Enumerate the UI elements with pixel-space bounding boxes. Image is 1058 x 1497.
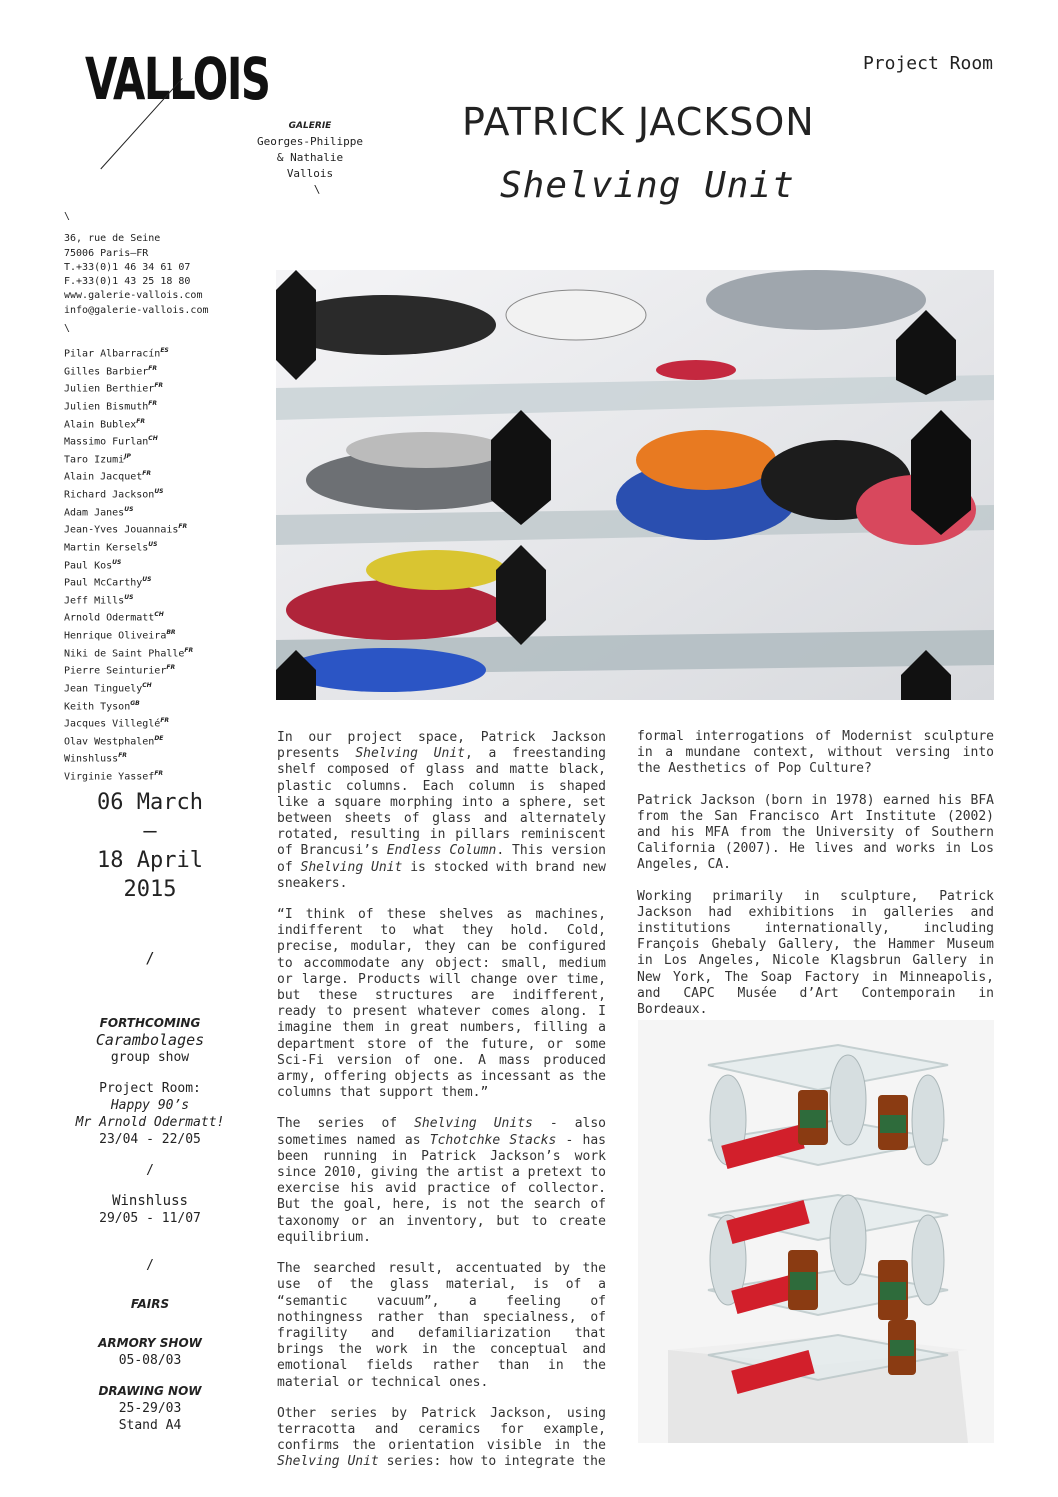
country-code: FR	[154, 382, 164, 390]
artist-name-text: Olav Westphalen	[64, 736, 155, 748]
tchotchke-stack-illustration	[638, 1020, 994, 1443]
artist-name-text: Gilles Barbier	[64, 365, 149, 377]
artist-list-item	[64, 520, 193, 538]
project-room-dates: 23/04 - 22/05	[99, 1132, 201, 1147]
country-code: FR	[148, 399, 158, 407]
country-code: FR	[166, 664, 176, 672]
address-line: 75006 Paris—FR	[64, 247, 149, 259]
country-code: FR	[154, 770, 164, 777]
artist-list-item	[64, 344, 193, 362]
country-code: US	[142, 576, 152, 584]
artist-name-text: Pilar Albarracín	[64, 348, 161, 360]
country-code: US	[112, 558, 122, 566]
artist-list-item	[64, 503, 193, 521]
artist-name-text: Adam Janes	[64, 506, 125, 518]
country-code: US	[148, 540, 158, 548]
artist-name-text: Paul Kos	[64, 559, 113, 571]
artist-list-item	[64, 432, 193, 450]
artist-name-text: Niki de Saint Phalle	[64, 647, 185, 659]
country-code: US	[154, 488, 164, 495]
tchotchke-stack-photo	[638, 1020, 994, 1443]
artist-list-item	[64, 591, 193, 609]
artist-name-text: Jean-Yves Jouannais	[64, 524, 179, 536]
artist-name-text: Taro Izumi	[64, 454, 125, 466]
divider-slash: /	[146, 1163, 154, 1178]
artist-list	[64, 344, 193, 785]
end-date: 18 April	[97, 848, 203, 873]
artist-name: PATRICK JACKSON	[462, 100, 815, 144]
article-column-1: In our project space, Patrick Jackson presents Shelving Unit, a freestanding shelf composed of glass and matte black, plastic columns. Each column is shaped like a square morphing into a sphere, set between sheets of glass and alternately rotated, resulting in pillars reminiscent of Brancusi’s Endless Column. This version of Shelving Unit is stocked with brand new sneakers. “I think of these shelves as machines, indifferent to what they hold. Cold, precise, modular, they can be configured to accommodate any object: small, medium or large. Products will change over time, but these structures are indifferent, ready to present whatever comes along. I imagine them in great numbers, filling a department store of the future, or some Sci-Fi version of one. A mass produced army, offering objects as incessant as the columns that support them.” The series of Shelving Units - also sometimes named as Tchotchke Stacks - has been running in Patrick Jackson’s work since 2010, giving the artist a pretext to exercise his avid practice of collector. But the goal, here, is not the search of taxonomy or an inventory, but to create equilibrium. The searched result, accentuated by the use of the glass material, is of a “semantic vacuum”, a feeling of nothingness rather than specialness, of fragility and defamiliarization that brings the work in the conceptual and emotional fields rather than in the material or technical ones. Other series by Patrick Jackson, using terracotta and ceramics for example, confirms the orientation visible in the Shelving Unit series: how to integrate the	[277, 730, 607, 1470]
forthcoming-block	[60, 1015, 240, 1434]
fax-line: F.+33(0)1 43 25 18 80	[64, 276, 191, 288]
divider-slash: /	[146, 1258, 154, 1273]
artist-list-item	[64, 415, 193, 433]
artist-list-item	[64, 397, 193, 415]
project-room-title: Mr Arnold Odermatt!	[75, 1115, 225, 1130]
artist-name-text: Massimo Furlan	[64, 436, 149, 448]
address-line: 36, rue de Seine	[64, 233, 161, 245]
exhibition-title: Shelving Unit	[500, 165, 795, 206]
galerie-name-line: & Nathalie	[276, 151, 344, 164]
artist-name-text: Martin Kersels	[64, 542, 149, 554]
start-date: 06 March	[97, 790, 203, 815]
country-code: FR	[142, 470, 151, 478]
galerie-label: GALERIE	[288, 121, 332, 131]
country-code: FR	[184, 646, 194, 654]
artist-list-item	[64, 661, 193, 679]
country-code: JP	[124, 452, 131, 460]
artist-name-text: Richard Jackson	[64, 489, 155, 501]
artist-name-text: Jean Tinguely	[64, 683, 143, 695]
country-code: CH	[148, 435, 158, 443]
country-code: BR	[166, 629, 176, 636]
artist-list-item	[64, 362, 193, 380]
fairs-heading: FAIRS	[130, 1297, 170, 1311]
website-link[interactable]: www.galerie-vallois.com	[64, 290, 203, 302]
exhibition-dates	[60, 788, 240, 973]
country-code: ES	[160, 347, 169, 354]
artist-list-item	[64, 644, 193, 662]
artist-name-text: Winshluss	[64, 753, 119, 765]
artist-list-item	[64, 538, 193, 556]
forthcoming-show-title: Carambolages	[95, 1031, 205, 1049]
country-code: US	[124, 505, 134, 513]
email-link[interactable]: info@galerie-vallois.com	[64, 304, 209, 316]
country-code: DE	[154, 734, 164, 742]
fair-name: ARMORY SHOW	[98, 1336, 202, 1350]
artist-list-item	[64, 749, 193, 767]
divider-slash: /	[145, 949, 155, 967]
year: 2015	[123, 877, 177, 902]
forthcoming-heading: FORTHCOMING	[99, 1016, 201, 1030]
artist-list-item	[64, 573, 193, 591]
artist-list-item	[64, 485, 193, 503]
artist-list-item	[64, 714, 193, 732]
section-label: Project Room	[862, 53, 993, 74]
project-room-label: Project Room:	[99, 1081, 201, 1096]
forthcoming-show-type: group show	[110, 1050, 190, 1065]
artist-list-item	[64, 450, 193, 468]
fair-dates: 05-08/03	[118, 1353, 182, 1368]
project-room-title: Happy 90’s	[110, 1098, 190, 1113]
country-code: FR	[160, 717, 170, 725]
artist-list-item	[64, 679, 193, 697]
gallery-logo: VALLOIS	[85, 45, 270, 113]
artist-name-text: Jacques Villeglé	[64, 718, 161, 730]
artist-list-item	[64, 732, 193, 750]
artist-name-text: Virginie Yassef	[64, 771, 155, 783]
artist-list-item	[64, 767, 193, 785]
date-dash: —	[143, 819, 157, 844]
country-code: FR	[136, 417, 145, 425]
shelving-unit-photo-illustration	[276, 270, 994, 700]
artists-mark: \	[64, 323, 71, 335]
contact-block	[64, 210, 209, 336]
artist-list-item	[64, 608, 193, 626]
country-code: CH	[142, 681, 152, 689]
artist-list-item	[64, 697, 193, 715]
artist-list-item	[64, 379, 193, 397]
artist-name-text: Alain Bublex	[64, 418, 137, 430]
contact-mark: \	[64, 211, 71, 222]
country-code: FR	[148, 364, 158, 372]
artist-name-text: Julien Bismuth	[64, 401, 149, 413]
artist-name-text: Pierre Seinturier	[64, 665, 167, 677]
country-code: FR	[178, 523, 188, 531]
next-show-dates: 29/05 - 11/07	[99, 1211, 201, 1226]
country-code: GB	[130, 699, 140, 707]
next-show-title: Winshluss	[112, 1193, 188, 1209]
country-code: US	[124, 593, 134, 601]
artist-name-text: Henrique Oliveira	[64, 630, 167, 642]
fair-stand: Stand A4	[118, 1418, 182, 1433]
shelving-unit-photo	[276, 270, 994, 700]
galerie-block	[240, 118, 380, 198]
artist-name-text: Alain Jacquet	[64, 471, 143, 483]
fair-dates: 25-29/03	[118, 1401, 182, 1416]
article-column-2: formal interrogations of Modernist sculpture in a mundane context, without versing into the Aesthetics of Pop Culture? Patrick Jackson (born in 1978) earned his BFA from the San Francisco Art Institute (2002) and his MFA from the University of Southern California (2007). He lives and works in Los Angeles, CA. Working primarily in sculpture, Patrick Jackson had exhibitions in galleries and institutions internationally, including François Ghebaly Gallery, the Hammer Museum in Los Angeles, Nicole Klagsbrun Gallery in New York, The Soap Factory in Minneapolis, and CAPC Musée d’Art Contemporain in Bordeaux.	[637, 729, 994, 1018]
artist-list-item	[64, 626, 193, 644]
galerie-name-line: Vallois	[286, 167, 334, 180]
galerie-name-line: Georges-Philippe	[257, 135, 363, 148]
artist-name-text: Keith Tyson	[64, 700, 131, 712]
galerie-mark: \	[313, 183, 321, 196]
artist-list-item	[64, 556, 193, 574]
phone-line: T.+33(0)1 46 34 61 07	[64, 261, 191, 273]
artist-name-text: Paul McCarthy	[64, 577, 143, 589]
country-code: FR	[118, 752, 127, 760]
artist-list-item	[64, 467, 193, 485]
artist-name-text: Julien Berthier	[64, 383, 155, 395]
fair-name: DRAWING NOW	[98, 1384, 202, 1398]
artist-name-text: Jeff Mills	[64, 595, 125, 607]
artist-name-text: Arnold Odermatt	[64, 612, 155, 624]
country-code: CH	[154, 611, 164, 619]
